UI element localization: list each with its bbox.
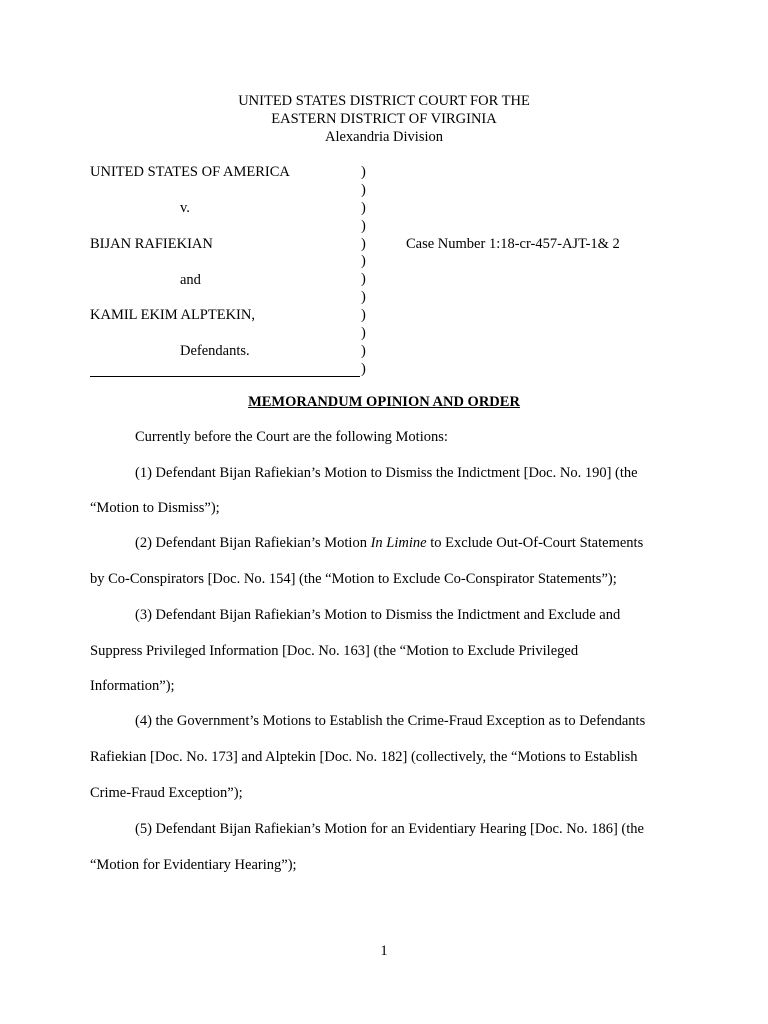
caption-plaintiff: UNITED STATES OF AMERICA: [90, 164, 290, 180]
court-name-line2: EASTERN DISTRICT OF VIRGINIA: [271, 111, 497, 127]
caption-underline: [90, 362, 360, 377]
court-name-line1: UNITED STATES DISTRICT COURT FOR THE: [238, 93, 530, 109]
paren: ): [361, 217, 366, 234]
document-title: MEMORANDUM OPINION AND ORDER: [248, 394, 520, 410]
paren: ): [361, 307, 366, 324]
motion-2-text-b: to Exclude Out-Of-Court Statements: [426, 535, 644, 551]
caption-defendants-label: Defendants.: [180, 343, 250, 359]
court-division: Alexandria Division: [325, 129, 443, 145]
paren: ): [361, 271, 366, 288]
motion-2-text-a: (2) Defendant Bijan Rafiekian’s Motion: [135, 535, 371, 551]
intro-text: Currently before the Court are the following Motions:: [135, 429, 448, 445]
paren: ): [361, 164, 366, 180]
motion-1-line-1: (1) Defendant Bijan Rafiekian’s Motion to Dismiss the Indictment [Doc. No. 190] (the: [135, 465, 638, 481]
motion-3-line-3: Information”);: [90, 678, 175, 694]
motion-2-line-1: [135, 535, 643, 552]
paren: ): [361, 199, 366, 216]
page-number: 1: [380, 943, 388, 959]
paren: ): [361, 325, 366, 342]
caption-and: and: [180, 272, 201, 288]
caption-paren-column: [361, 164, 366, 379]
motion-5-line-2: “Motion for Evidentiary Hearing”);: [90, 857, 297, 873]
motion-3-line-1: (3) Defendant Bijan Rafiekian’s Motion to Dismiss the Indictment and Exclude and: [135, 607, 621, 623]
caption-defendant-2: KAMIL EKIM ALPTEKIN,: [90, 307, 255, 323]
case-number: Case Number 1:18-cr-457-AJT-1& 2: [406, 236, 620, 252]
paren: ): [361, 360, 366, 377]
motion-4-line-1: (4) the Government’s Motions to Establish the Crime-Fraud Exception as to Defendants: [135, 713, 646, 729]
paren: ): [361, 235, 366, 252]
motion-4-line-3: Crime-Fraud Exception”);: [90, 785, 243, 801]
motion-5-line-1: (5) Defendant Bijan Rafiekian’s Motion for an Evidentiary Hearing [Doc. No. 186] (the: [135, 821, 644, 837]
motion-3-line-2: Suppress Privileged Information [Doc. No. 163] (the “Motion to Exclude Privileged: [90, 643, 579, 659]
motion-1-line-2: “Motion to Dismiss”);: [90, 500, 220, 516]
motion-2-italic: In Limine: [370, 535, 427, 551]
paren: ): [361, 181, 366, 198]
motion-4-line-2: Rafiekian [Doc. No. 173] and Alptekin [Doc. No. 182] (collectively, the “Motions to Establish: [90, 749, 638, 765]
caption-versus: v.: [180, 200, 190, 216]
paren: ): [361, 289, 366, 306]
paren: ): [361, 342, 366, 359]
caption-defendant-1: BIJAN RAFIEKIAN: [90, 236, 213, 252]
motion-2-line-2: by Co-Conspirators [Doc. No. 154] (the “Motion to Exclude Co-Conspirator Statements”);: [90, 571, 617, 587]
paren: ): [361, 253, 366, 270]
